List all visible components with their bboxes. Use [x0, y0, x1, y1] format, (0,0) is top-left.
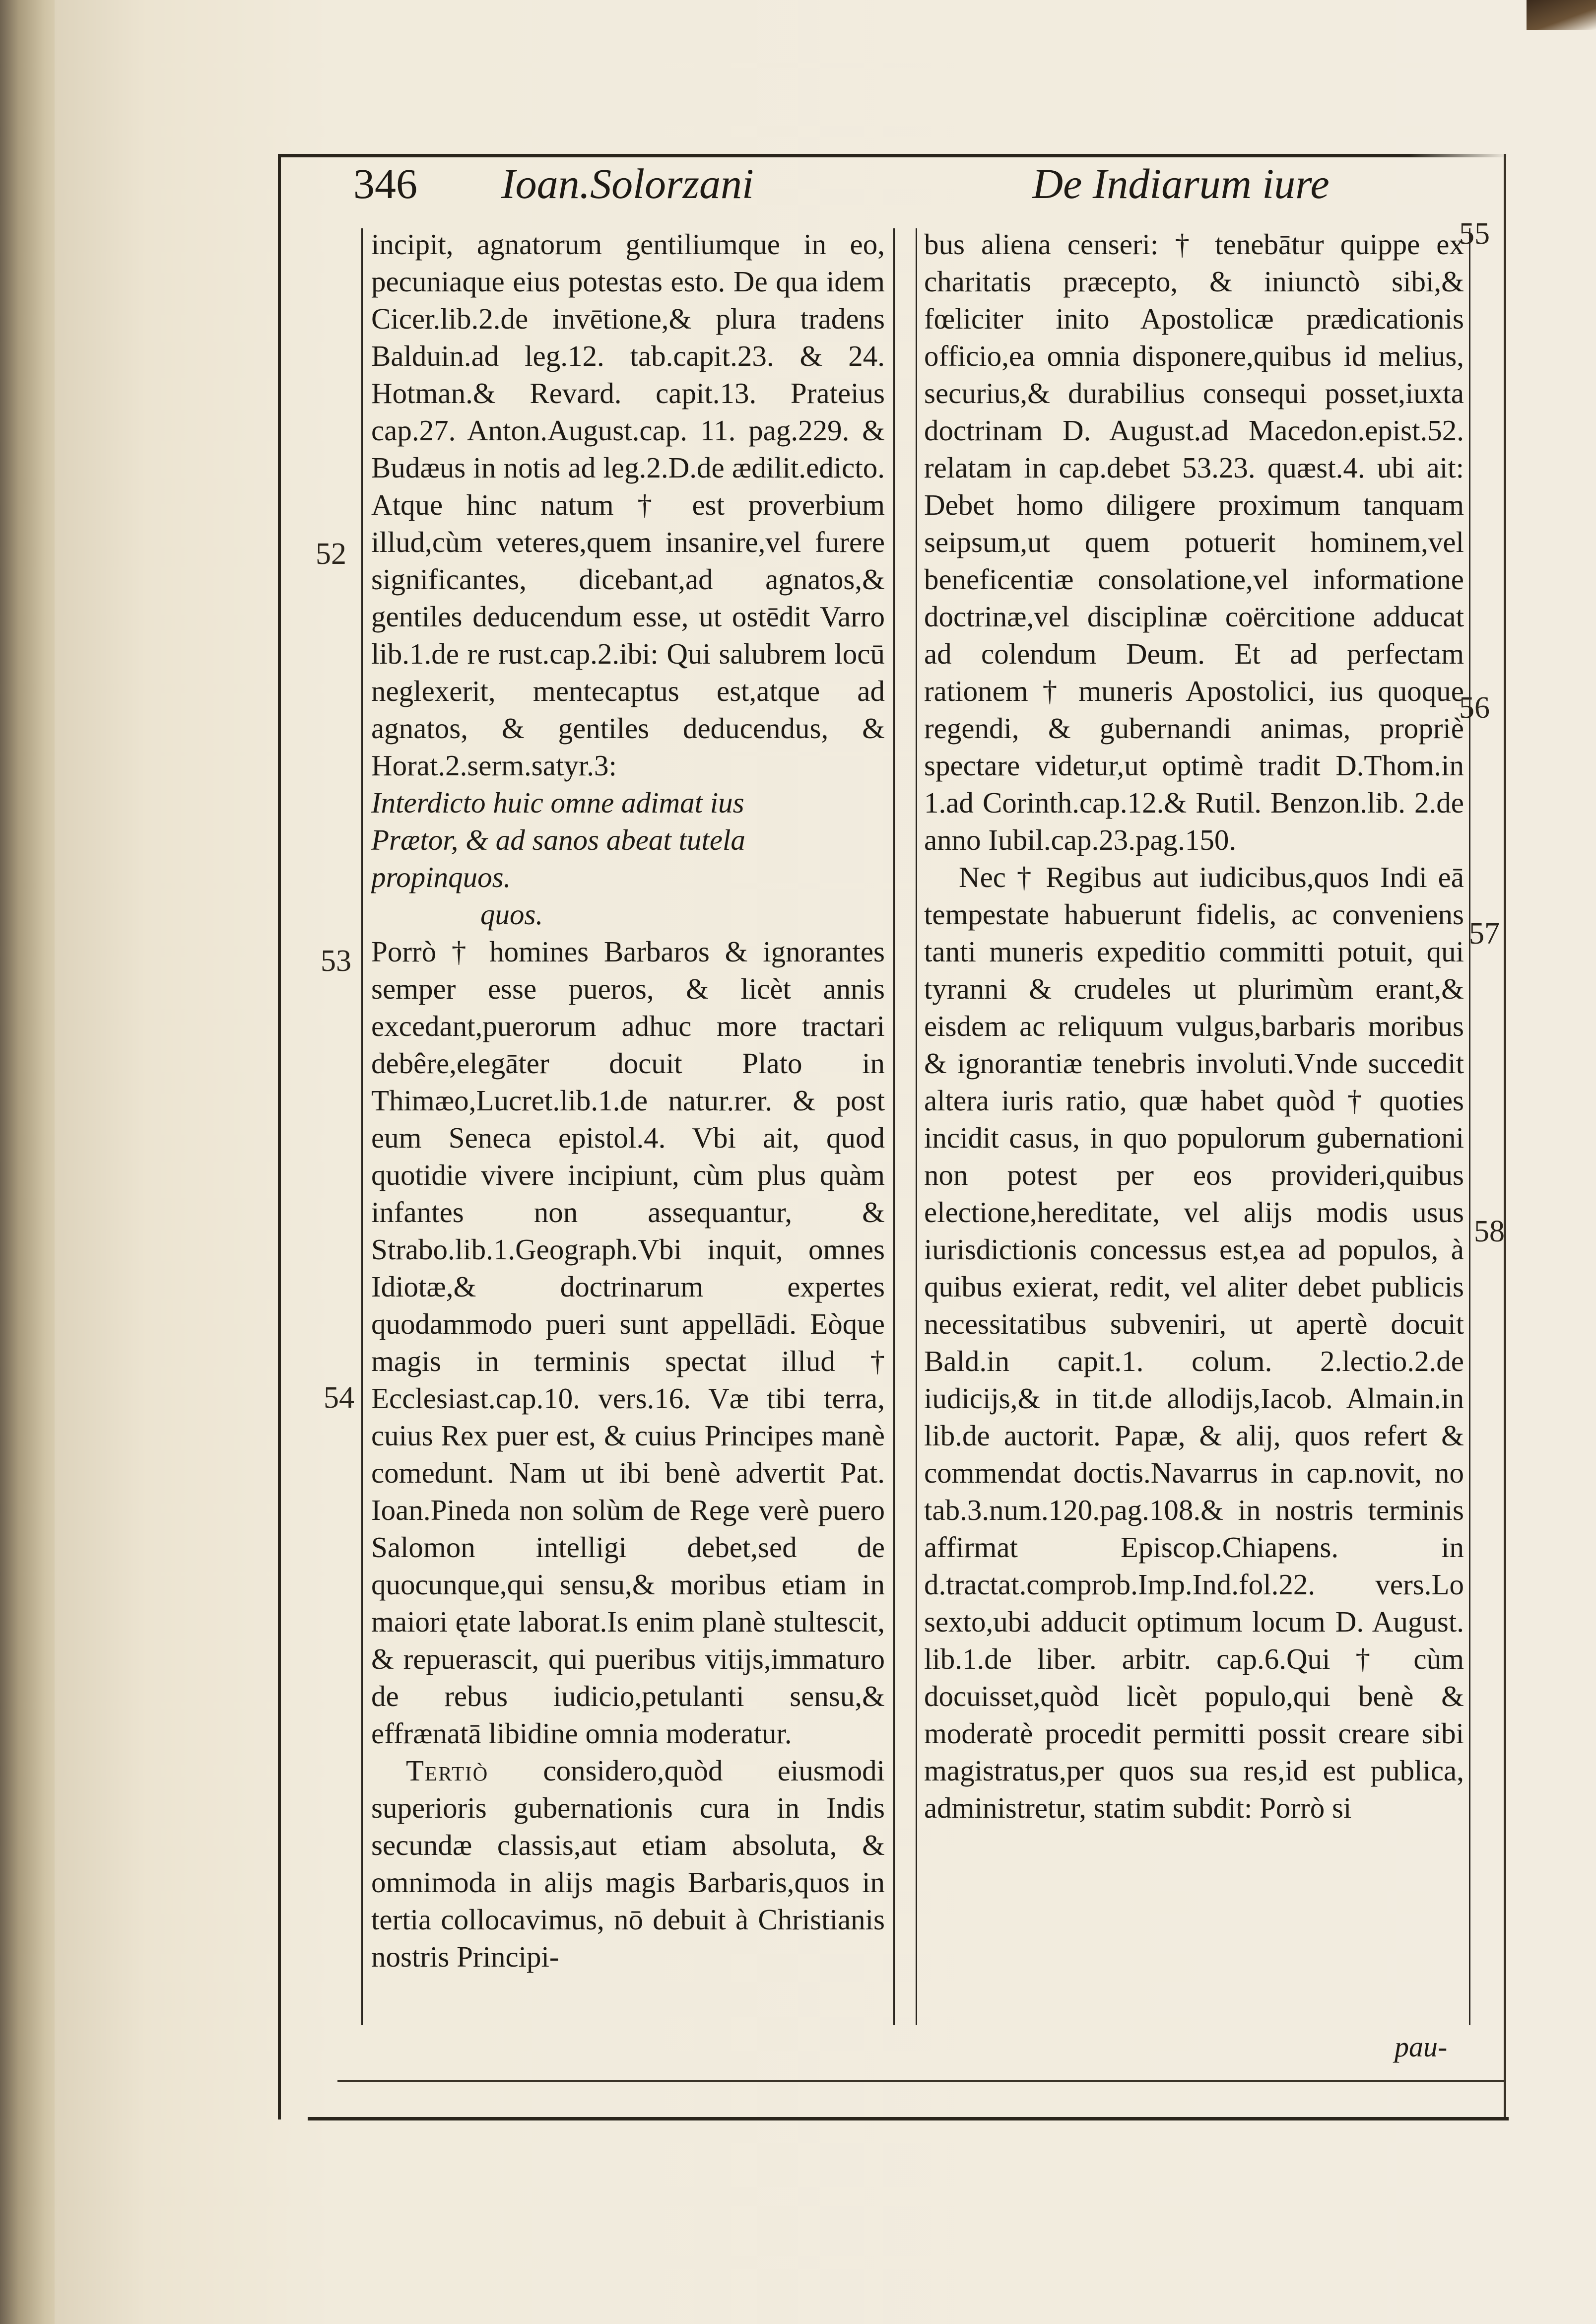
quoted-verse-line-1: Interdicto huic omne adimat ius — [371, 786, 744, 819]
column-divider-left — [893, 228, 895, 2025]
left-paragraph-3-text: considero,quòd eiusmodi superioris gubernationis cura in Indis secundæ classis,aut etiam absoluta, & omnimoda in alijs magis Barbaris,quos in tertia collocavimus, nō debuit à Christianis nostris Principi- — [371, 1754, 885, 1973]
left-paragraph-1: incipit, agnatorum gentiliumque in eo, pecuniaque eius potestas esto. De qua idem Cicer.lib.2.de invētione,& plura tradens Balduin.ad leg.12. tab.capit.23. & 24. Hotman.& Revard. capit.13. Prateius cap.27. Anton.August.cap. 11. pag.229. & Budæus in notis ad leg.2.D.de ædilit.edicto. Atque hinc natum † est proverbium illud,cùm veteres,quem insanire,vel furere significantes, dicebant,ad agnatos,& gentiles deducendum esse, ut ostēdit Varro lib.1.de re rust.cap.2.ibi: Qui salubrem locū neglexerit, mentecaptus est,atque ad agnatos, & gentiles deducendus, & Horat.2.serm.satyr.3: — [371, 228, 885, 782]
running-head-author: Ioan.Solorzani — [501, 160, 754, 207]
quoted-verse-line-3: quos. — [480, 898, 543, 931]
top-frame-fade — [1409, 150, 1509, 157]
column-divider-right — [916, 228, 917, 2025]
margin-number-53: 53 — [321, 944, 351, 978]
left-margin-rule — [361, 228, 363, 2025]
catchword: pau- — [1395, 2031, 1448, 2063]
left-paragraph-2: Porrò † homines Barbaros & ignorantes semper esse pueros, & licèt annis excedant,puerorum adhuc more tractari debêre,elegāter docuit Plato in Thimæo,Lucret.lib.1.de natur.rer. & post eum Seneca epistol.4. Vbi ait, quod quotidie vivere incipiunt, cùm plus quàm infantes non assequantur, & Strabo.lib.1.Geograph.Vbi inquit, omnes Idiotæ,& doctrinarum expertes quodammodo pueri sunt appellādi. Eòque magis in terminis spectat illud † Ecclesiast.cap.10. vers.16. Væ tibi terra, cuius Rex puer est, & cuius Principes manè comedunt. Nam ut ibi benè advertit Pat. Ioan.Pineda non solùm de Rege verè puero Salomon intelligi debet,sed de quocunque,qui sensu,& moribus etiam in maiori ętate laborat.Is enim planè stultescit, & repuerascit, qui pueribus vitijs,immaturo de rebus iudicio,petulanti sensu,& effrænatā libidine omnia moderatur. — [371, 935, 885, 1750]
right-paragraph-2: Nec † Regibus aut iudicibus,quos Indi eā tempestate habuerunt fidelis, ac conveniens tanti muneris expeditio committi potuit, qui tyranni & crudeles ut plurimùm erant,& eisdem ac reliquum vulgus,barbaris moribus & ignorantiæ tenebris involuti.Vnde succedit altera iuris ratio, quæ habet quòd † quoties incidit casus, in quo populorum gubernationi non potest per eos provideri,quibus electione,hereditate, vel alijs modis usus iurisdictionis concessus est,ea ad populos, à quibus exierat, redit, vel aliter debet publicis necessitatibus subveniri, ut apertè docuit Bald.in capit.1. colum. 2.lectio.2.de iudicijs,& in tit.de allodijs,Iacob. Almain.in lib.de auctorit. Papæ, & alij, quos refert & commendat doctis.Navarrus in cap.novit, no tab.3.num.120.pag.108.& in nostris terminis affirmat Episcop.Chiapens. in d.tractat.comprob.Imp.Ind.fol.22. vers.Lo sexto,ubi adducit optimum locum D. August. lib.1.de liber. arbitr. cap.6.Qui † cùm docuisset,quòd licèt populo,qui benè & moderatè procedit permitti possit creare sibi magistratus,per quos sua res,id est publica, administretur, statim subdit: Porrò si — [924, 861, 1464, 1824]
margin-number-57: 57 — [1469, 917, 1500, 951]
top-frame-rule — [278, 154, 1509, 157]
margin-number-54: 54 — [324, 1381, 354, 1415]
margin-number-55: 55 — [1459, 217, 1490, 251]
page-number: 346 — [353, 160, 417, 207]
lower-inner-rule — [337, 2080, 1504, 2082]
page-corner-binding — [1527, 0, 1596, 30]
right-margin-rule — [1469, 228, 1470, 2025]
right-paragraph-1: bus aliena censeri: † tenebātur quippe ex charitatis præcepto, & iniunctò sibi,& fœliciter inito Apostolicæ prædicationis officio,ea omnia disponere,quibus id melius, securius,& durabilius consequi posset,iuxta doctrinam D. August.ad Macedon.epist.52. relatam in cap.debet 53.23. quæst.4. ubi ait: Debet homo diligere proximum tanquam seipsum,ut quem potuerit hominem,vel beneficentiæ consolatione,vel informatione doctrinæ,vel disciplinæ coërcitione adducat ad colendum Deum. Et ad perfectam rationem † muneris Apostolici, ius quoque regendi, & gubernandi animas, propriè spectare videtur,ut optimè tradit D.Thom.in 1.ad Corinth.cap.12.& Rutil. Benzon.lib. 2.de anno Iubil.cap.23.pag.150. — [924, 228, 1464, 856]
left-paragraph-3 — [371, 1752, 885, 1976]
left-text-column — [371, 226, 885, 2033]
paragraph-lead-word: Tertiò — [406, 1754, 489, 1787]
bottom-frame-rule — [308, 2117, 1509, 2120]
margin-number-58: 58 — [1474, 1215, 1505, 1248]
right-frame-rule — [1504, 154, 1506, 2119]
margin-number-52: 52 — [316, 537, 346, 571]
margin-number-56: 56 — [1459, 691, 1490, 725]
running-head-title: De Indiarum iure — [1032, 160, 1330, 207]
right-text-column — [924, 226, 1464, 2033]
left-frame-rule — [278, 154, 281, 2119]
quoted-verse-line-2: Prætor, & ad sanos abeat tutela propinquos. — [371, 823, 745, 893]
